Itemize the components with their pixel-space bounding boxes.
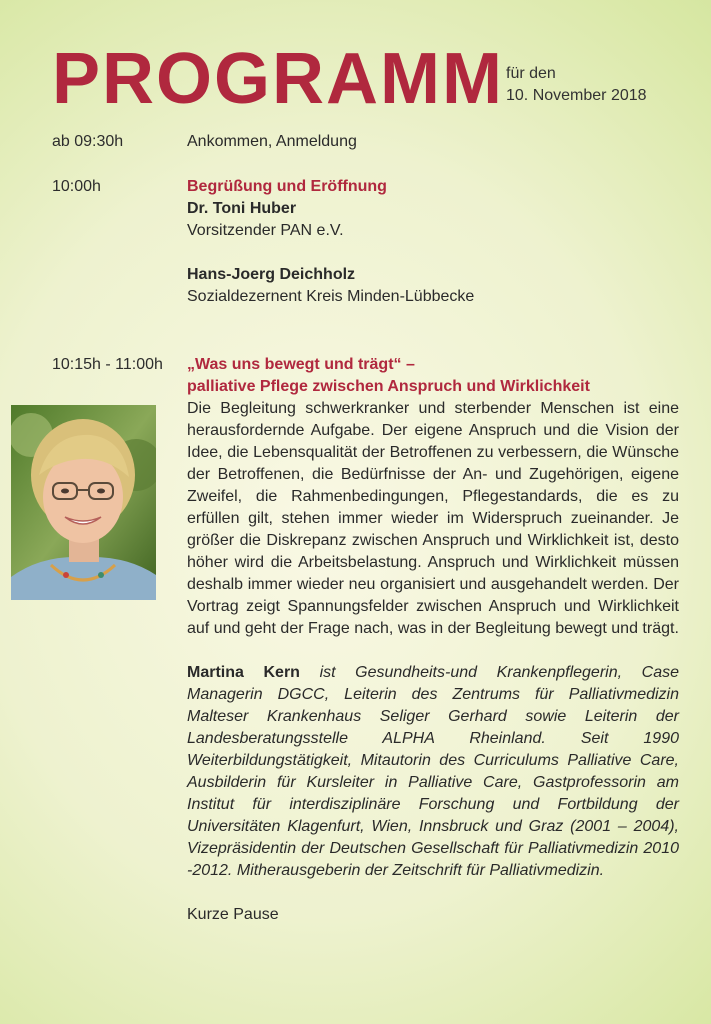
session-heading: Begrüßung und Eröffnung — [187, 178, 387, 195]
session-subheading: palliative Pflege zwischen Anspruch und Wirklichkeit — [187, 378, 590, 395]
speaker-bio-block — [187, 662, 679, 882]
speaker-name: Hans-Joerg Deichholz — [187, 266, 356, 283]
schedule-item-arrival: Ankommen, Anmeldung — [187, 133, 357, 150]
schedule-item-welcome — [187, 176, 679, 308]
date-value: 10. November 2018 — [506, 87, 647, 104]
date-prefix: für den — [506, 65, 556, 82]
speaker-role: Sozialdezernent Kreis Minden-Lübbecke — [187, 288, 475, 305]
speaker-name: Dr. Toni Huber — [187, 200, 297, 217]
talk-abstract: Die Begleitung schwerkranker und sterbender Menschen ist eine herausfordernde Aufgabe. Der eigene Anspruch und die Vision der Idee, die Lebensqualität der Betroffenen zu verbessern, die Wünsche der Betroffenen, die Bedürfnisse der An- und Zugehörigen, eigene Zweifel, die Rahmenbedingungen, Pflegestandards, die es zu erfüllen gilt, stehen immer wieder im Widerspruch zueinander. Je größer die Diskrepanz zwischen Anspruch und Wirklichkeit ist, desto höher wird die Arbeitsbelastung. Anspruch und Wirklichkeit müssen deshalb immer wieder neu organisiert und ausgehandelt werden. Der Vortrag zeigt Spannungsfelder zwischen Anspruch und Wirklichkeit auf und geht der Frage nach, was in der Begleitung bewegt und trägt. — [187, 400, 679, 637]
speaker-name: Martina Kern — [187, 664, 300, 681]
session-heading: „Was uns bewegt und trägt“ – — [187, 356, 415, 373]
break-label: Kurze Pause — [187, 906, 279, 923]
speaker-role: Vorsitzender PAN e.V. — [187, 222, 344, 239]
schedule-item-talk — [187, 354, 679, 926]
speaker-bio: ist Gesundheits-und Krankenpflegerin, Case Managerin DGCC, Leiterin des Zentrums für Palliativmedizin Malteser Krankenhaus Seliger Gerhard sowie Leiterin der Landesberatungsstelle ALPHA Rheinland. Seit 1990 Weiterbildungstätigkeit, Mitautorin des Curriculums Palliative Care, Ausbilderin für Kursleiter in Palliative Care, Gastprofessorin am Institut für interdisziplinäre Forschung und Fortbildung der Universitäten Klagenfurt, Wien, Innsbruck und Graz (2001 – 2004), Vizepräsidentin der Deutschen Gesellschaft für Palliativmedizin 2010 -2012. Mitherausgeberin der Zeitschrift für Palliativmedizin. — [187, 664, 679, 879]
event-date — [506, 63, 647, 107]
schedule-time: 10:00h — [52, 178, 101, 195]
speaker-photo — [11, 405, 156, 600]
schedule-time: ab 09:30h — [52, 133, 124, 150]
page-title: PROGRAMM — [52, 39, 504, 119]
schedule-time: 10:15h - 11:00h — [52, 356, 163, 373]
